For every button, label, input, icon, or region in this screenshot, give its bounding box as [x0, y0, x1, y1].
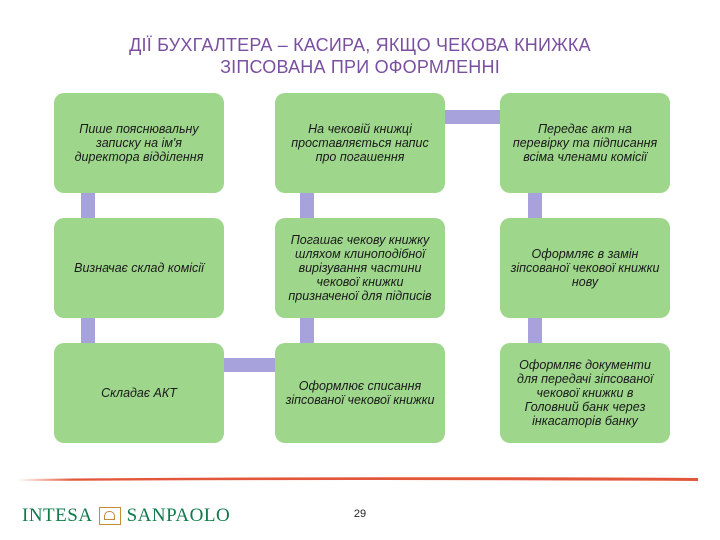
step-issue-new-checkbook: Оформляє в замін зіпсованої чекової книжки нову [500, 218, 670, 318]
connector-r3-c1-c2 [221, 358, 279, 372]
step-submit-act-for-signing: Передає акт на перевірку та підписання всіма членами комісії [500, 93, 670, 193]
step-write-explanatory-note: Пише пояснювальну записку на ім'я директора відділення [54, 93, 224, 193]
connector-r1-c2-c3 [442, 110, 504, 124]
intesa-sanpaolo-logo [22, 504, 230, 528]
title-line-1: ДІЇ БУХГАЛТЕРА – КАСИРА, ЯКЩО ЧЕКОВА КНИЖКА [129, 35, 591, 55]
step-draw-up-act: Складає АКТ [54, 343, 224, 443]
step-define-commission: Визначає склад комісії [54, 218, 224, 318]
logo-text-sanpaolo: SANPAOLO [126, 505, 231, 526]
page-title [60, 34, 660, 78]
logo-emblem-icon [99, 507, 121, 525]
footer-divider [18, 476, 698, 482]
step-mark-cancellation: На чековій книжці проставляється напис про погашення [275, 93, 445, 193]
step-transfer-to-head-bank: Оформляє документи для передачі зіпсованої чекової книжки в Головний банк через інкасаторів банку [500, 343, 670, 443]
step-write-off-checkbook: Оформлює списання зіпсованої чекової книжки [275, 343, 445, 443]
title-line-2: ЗІПСОВАНА ПРИ ОФОРМЛЕННІ [220, 57, 500, 77]
page-number: 29 [353, 508, 367, 520]
step-cancel-checkbook: Погашає чекову книжку шляхом клиноподібної вирізування частини чекової книжки призначеної для підписів [275, 218, 445, 318]
logo-text-intesa: INTESA [22, 505, 93, 526]
